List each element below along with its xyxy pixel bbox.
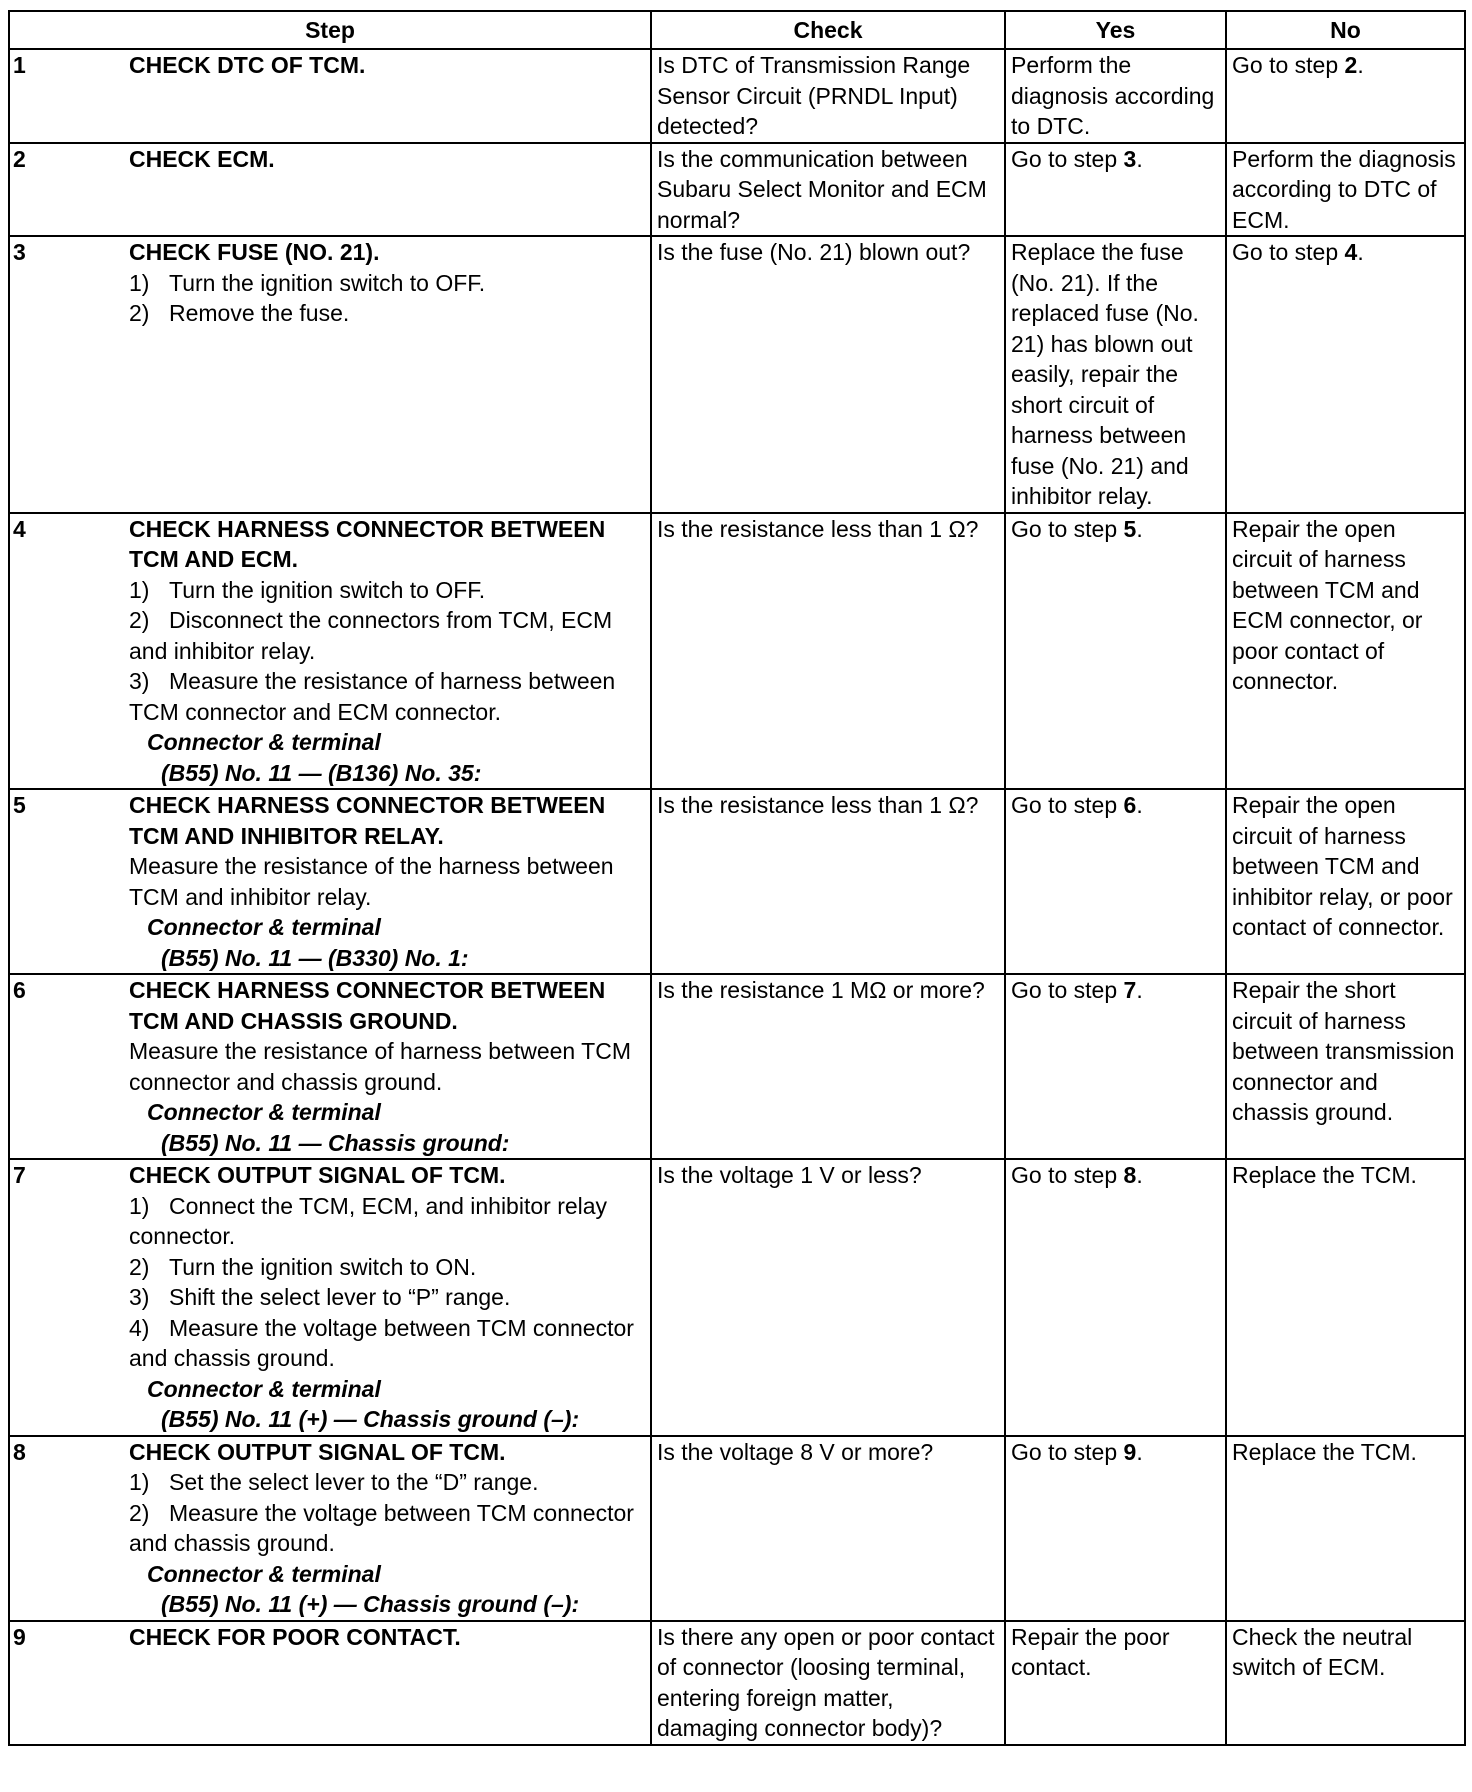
step-title: CHECK ECM. xyxy=(129,145,275,172)
step-number: 4 xyxy=(9,513,127,790)
no-goto-step: 2 xyxy=(1344,52,1358,78)
table-row xyxy=(9,513,1465,790)
step-description xyxy=(127,1621,651,1745)
procedure-item xyxy=(129,1313,646,1374)
procedure-item-number: 2) xyxy=(129,607,150,633)
yes-goto-step: 8 xyxy=(1123,1162,1137,1188)
step-description xyxy=(127,143,651,237)
procedure-item-text: Turn the ignition switch to OFF. xyxy=(169,269,486,296)
step-title: CHECK OUTPUT SIGNAL OF TCM. xyxy=(129,1162,506,1188)
step-title: CHECK HARNESS CONNECTOR BETWEEN TCM AND ECM. xyxy=(129,515,606,572)
yes-goto-prefix: Go to step xyxy=(1011,977,1124,1003)
yes-goto-prefix: Go to step xyxy=(1011,515,1124,542)
yes-goto-step: 3 xyxy=(1123,145,1137,172)
header-check: Check xyxy=(651,11,1005,49)
no-action xyxy=(1226,49,1465,143)
step-number: 9 xyxy=(9,1621,127,1745)
yes-action xyxy=(1005,143,1226,237)
yes-goto-prefix: Go to step xyxy=(1011,792,1124,818)
step-number: 5 xyxy=(9,789,127,974)
no-goto-step: 4 xyxy=(1344,239,1358,265)
yes-action xyxy=(1005,1436,1226,1621)
yes-goto-prefix: Go to step xyxy=(1011,1438,1124,1465)
check-question: Is the communication between Subaru Select Monitor and ECM normal? xyxy=(651,143,1005,237)
check-question: Is DTC of Transmission Range Sensor Circuit (PRNDL Input) detected? xyxy=(651,49,1005,143)
yes-goto-suffix: . xyxy=(1136,1438,1143,1465)
step-description xyxy=(127,1436,651,1621)
check-question: Is the voltage 8 V or more? xyxy=(651,1436,1005,1621)
step-number: 8 xyxy=(9,1436,127,1621)
yes-action: Repair the poor contact. xyxy=(1005,1621,1226,1745)
yes-action: Replace the fuse (No. 21). If the replaced fuse (No. 21) has blown out easily, repair the short circuit of harness between fuse (No. 21) and inhibitor relay. xyxy=(1005,236,1226,513)
step-title: CHECK OUTPUT SIGNAL OF TCM. xyxy=(129,1438,506,1465)
procedure-item-number: 1) xyxy=(129,1469,150,1495)
connector-terminal-label: Connector & terminal xyxy=(147,1560,381,1587)
yes-goto-step: 7 xyxy=(1123,977,1137,1003)
procedure-item-text: Measure the voltage between TCM connector and chassis ground. xyxy=(129,1314,634,1371)
yes-action xyxy=(1005,789,1226,974)
procedure-item-number: 2) xyxy=(129,1253,150,1280)
procedure-item-text: Set the select lever to the “D” range. xyxy=(169,1469,539,1495)
yes-goto-prefix: Go to step xyxy=(1011,1162,1124,1188)
connector-terminal-value: (B55) No. 11 — Chassis ground: xyxy=(161,1129,510,1156)
step-number: 1 xyxy=(9,49,127,143)
step-instruction: Measure the resistance of harness between TCM connector and chassis ground. xyxy=(129,1038,631,1095)
procedure-item-number: 2) xyxy=(129,300,150,326)
no-action: Replace the TCM. xyxy=(1226,1436,1465,1621)
check-question: Is the resistance less than 1 Ω? xyxy=(651,789,1005,974)
procedure-item-number: 1) xyxy=(129,1192,150,1219)
procedure-item-number: 4) xyxy=(129,1314,150,1341)
check-question: Is the voltage 1 V or less? xyxy=(651,1159,1005,1436)
no-goto-suffix: . xyxy=(1357,52,1364,78)
diagnostic-procedure-sheet xyxy=(8,10,1464,1746)
yes-action xyxy=(1005,1159,1226,1436)
table-row xyxy=(9,1621,1465,1745)
connector-terminal-value: (B55) No. 11 (+) — Chassis ground (–): xyxy=(161,1591,580,1617)
step-description xyxy=(127,513,651,790)
table-header-row xyxy=(9,11,1465,49)
no-action: Check the neutral switch of ECM. xyxy=(1226,1621,1465,1745)
connector-terminal-label: Connector & terminal xyxy=(147,1099,381,1125)
header-no: No xyxy=(1226,11,1465,49)
table-row xyxy=(9,49,1465,143)
procedure-item-number: 3) xyxy=(129,1284,150,1310)
procedure-item xyxy=(129,605,646,666)
check-question: Is the resistance 1 MΩ or more? xyxy=(651,974,1005,1159)
step-title: CHECK FOR POOR CONTACT. xyxy=(129,1623,461,1650)
step-title: CHECK FUSE (NO. 21). xyxy=(129,239,380,265)
procedure-item-number: 1) xyxy=(129,269,150,296)
table-row xyxy=(9,236,1465,513)
table-row xyxy=(9,1436,1465,1621)
procedure-item-text: Connect the TCM, ECM, and inhibitor relay connector. xyxy=(129,1192,608,1249)
procedure-item-text: Remove the fuse. xyxy=(169,300,350,326)
table-body xyxy=(9,49,1465,1745)
no-action: Perform the diagnosis according to DTC of ECM. xyxy=(1226,143,1465,237)
step-number: 2 xyxy=(9,143,127,237)
yes-goto-step: 9 xyxy=(1123,1438,1137,1465)
no-goto-suffix: . xyxy=(1357,239,1364,265)
connector-terminal-value: (B55) No. 11 — (B136) No. 35: xyxy=(161,759,482,786)
procedure-item xyxy=(129,1467,646,1498)
procedure-item-text: Turn the ignition switch to ON. xyxy=(169,1253,477,1280)
yes-goto-step: 5 xyxy=(1123,515,1137,542)
check-question: Is there any open or poor contact of connector (loosing terminal, entering foreign matter, damaging connector body)? xyxy=(651,1621,1005,1745)
yes-goto-prefix: Go to step xyxy=(1011,145,1124,172)
procedure-item-number: 2) xyxy=(129,1499,150,1526)
step-description xyxy=(127,236,651,513)
connector-terminal-label: Connector & terminal xyxy=(147,729,381,755)
procedure-item-text: Measure the resistance of harness between TCM connector and ECM connector. xyxy=(129,668,616,725)
procedure-item-text: Measure the voltage between TCM connector and chassis ground. xyxy=(129,1499,634,1556)
yes-goto-step: 6 xyxy=(1123,792,1137,818)
check-question: Is the fuse (No. 21) blown out? xyxy=(651,236,1005,513)
table-row xyxy=(9,1159,1465,1436)
step-instruction: Measure the resistance of the harness between TCM and inhibitor relay. xyxy=(129,853,614,910)
step-title: CHECK DTC OF TCM. xyxy=(129,52,366,78)
no-action: Replace the TCM. xyxy=(1226,1159,1465,1436)
procedure-item xyxy=(129,298,646,329)
step-description xyxy=(127,974,651,1159)
procedure-item xyxy=(129,1282,646,1313)
table-row xyxy=(9,974,1465,1159)
procedure-item-number: 3) xyxy=(129,668,150,694)
procedure-item-text: Turn the ignition switch to OFF. xyxy=(169,576,486,603)
no-action: Repair the open circuit of harness between TCM and inhibitor relay, or poor contact of connector. xyxy=(1226,789,1465,974)
procedure-item xyxy=(129,268,646,299)
yes-goto-suffix: . xyxy=(1136,145,1143,172)
step-number: 7 xyxy=(9,1159,127,1436)
yes-action xyxy=(1005,974,1226,1159)
procedure-item xyxy=(129,1252,646,1283)
yes-action: Perform the diagnosis according to DTC. xyxy=(1005,49,1226,143)
no-action xyxy=(1226,236,1465,513)
no-goto-prefix: Go to step xyxy=(1232,239,1345,265)
step-title: CHECK HARNESS CONNECTOR BETWEEN TCM AND INHIBITOR RELAY. xyxy=(129,792,606,849)
step-number: 6 xyxy=(9,974,127,1159)
header-yes: Yes xyxy=(1005,11,1226,49)
yes-goto-suffix: . xyxy=(1136,515,1143,542)
connector-terminal-label: Connector & terminal xyxy=(147,1375,381,1402)
yes-goto-suffix: . xyxy=(1136,977,1143,1003)
no-action: Repair the open circuit of harness between TCM and ECM connector, or poor contact of connector. xyxy=(1226,513,1465,790)
diagnostic-table xyxy=(8,10,1466,1746)
step-title: CHECK HARNESS CONNECTOR BETWEEN TCM AND CHASSIS GROUND. xyxy=(129,977,606,1034)
step-description xyxy=(127,49,651,143)
yes-goto-suffix: . xyxy=(1136,792,1143,818)
procedure-item-number: 1) xyxy=(129,576,150,603)
step-number: 3 xyxy=(9,236,127,513)
yes-action xyxy=(1005,513,1226,790)
procedure-item xyxy=(129,1498,646,1559)
connector-terminal-value: (B55) No. 11 — (B330) No. 1: xyxy=(161,944,469,971)
procedure-item xyxy=(129,575,646,606)
header-step: Step xyxy=(9,11,651,49)
table-row xyxy=(9,143,1465,237)
step-description xyxy=(127,1159,651,1436)
procedure-item xyxy=(129,666,646,727)
table-row xyxy=(9,789,1465,974)
procedure-item-text: Shift the select lever to “P” range. xyxy=(169,1284,511,1310)
step-description xyxy=(127,789,651,974)
procedure-item-text: Disconnect the connectors from TCM, ECM and inhibitor relay. xyxy=(129,607,613,664)
connector-terminal-value: (B55) No. 11 (+) — Chassis ground (–): xyxy=(161,1406,580,1432)
no-goto-prefix: Go to step xyxy=(1232,52,1345,78)
connector-terminal-label: Connector & terminal xyxy=(147,914,381,940)
yes-goto-suffix: . xyxy=(1136,1162,1143,1188)
check-question: Is the resistance less than 1 Ω? xyxy=(651,513,1005,790)
procedure-item xyxy=(129,1191,646,1252)
no-action: Repair the short circuit of harness between transmission connector and chassis ground. xyxy=(1226,974,1465,1159)
